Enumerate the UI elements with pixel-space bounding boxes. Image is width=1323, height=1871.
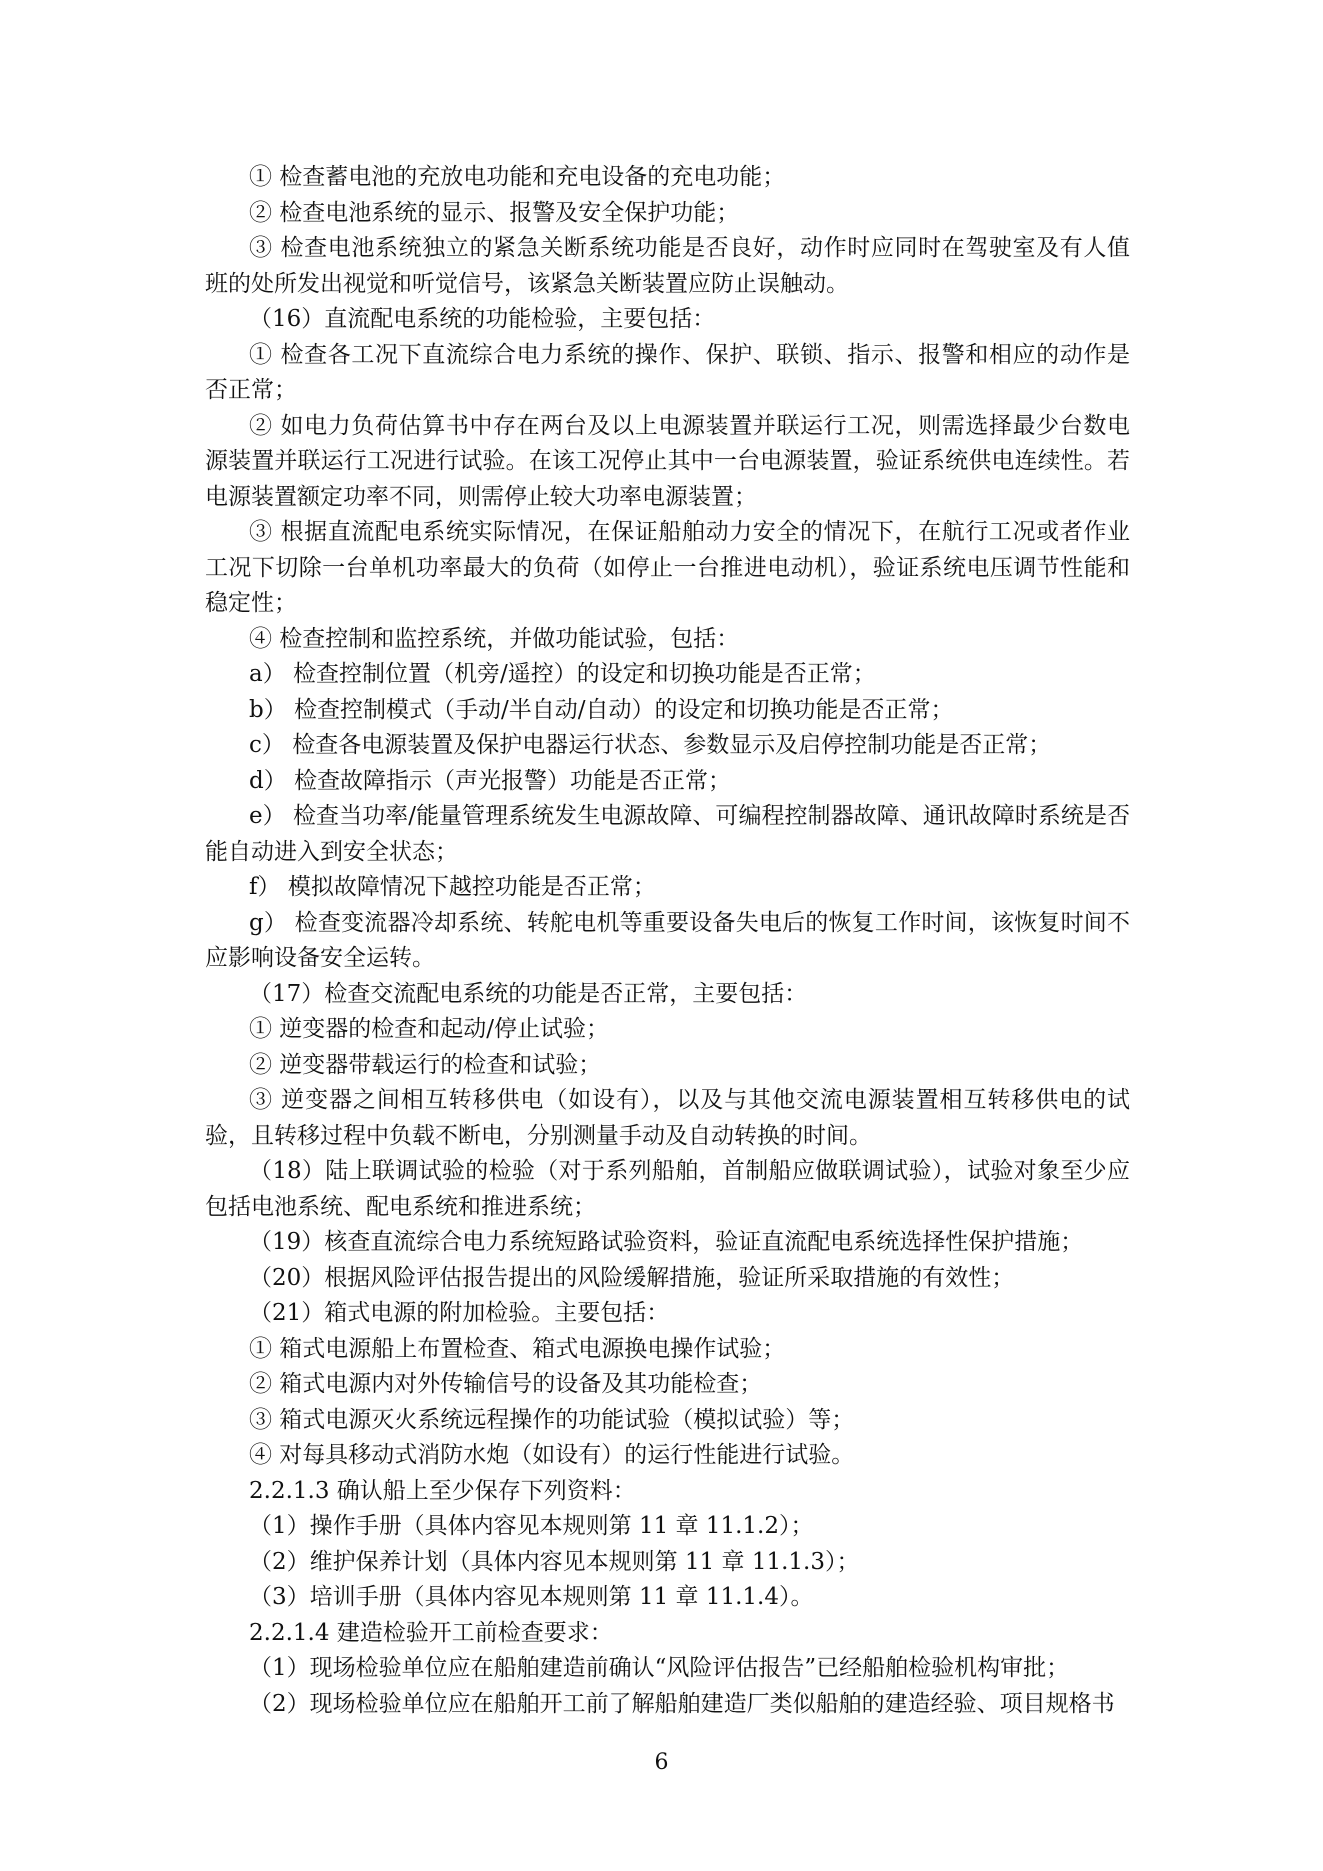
paragraph: （2）维护保养计划（具体内容见本规则第 11 章 11.1.3）；: [249, 1548, 860, 1575]
paragraph: ② 逆变器带载运行的检查和试验；: [249, 1051, 602, 1078]
paragraph: ① 逆变器的检查和起动/停止试验；: [249, 1016, 610, 1042]
page-number: 6: [654, 1750, 669, 1775]
paragraph: ③ 箱式电源灭火系统远程操作的功能试验（模拟试验）等；: [249, 1406, 855, 1433]
paragraph: 2.2.1.3 确认船上至少保存下列资料：: [249, 1477, 636, 1504]
paragraph: ④ 检查控制和监控系统，并做功能试验，包括：: [249, 625, 740, 652]
body-text: [205, 160, 1130, 1722]
paragraph: （21）箱式电源的附加检验。主要包括：: [249, 1300, 670, 1326]
paragraph: ② 如电力负荷估算书中存在两台及以上电源装置并联运行工况，则需选择最少台数电源装置并联运行工况进行试验。在该工况停止其中一台电源装置，验证系统供电连续性。若电源装置额定功率不同，则需停止较大功率电源装置；: [205, 412, 1130, 510]
paragraph: ① 箱式电源船上布置检查、箱式电源换电操作试验；: [249, 1335, 786, 1362]
paragraph: ① 检查蓄电池的充放电功能和充电设备的充电功能；: [249, 164, 786, 190]
paragraph: f） 模拟故障情况下越控功能是否正常；: [249, 874, 656, 900]
paragraph: （17）检查交流配电系统的功能是否正常，主要包括：: [249, 980, 808, 1007]
paragraph: d） 检查故障指示（声光报警）功能是否正常；: [249, 767, 732, 794]
paragraph: ② 检查电池系统的显示、报警及安全保护功能；: [249, 199, 740, 226]
paragraph: （16）直流配电系统的功能检验，主要包括：: [249, 306, 716, 332]
paragraph: ④ 对每具移动式消防水炮（如设有）的运行性能进行试验。: [249, 1442, 855, 1468]
paragraph: （18）陆上联调试验的检验（对于系列船舶，首制船应做联调试验），试验对象至少应包括电池系统、配电系统和推进系统；: [205, 1158, 1130, 1220]
paragraph: （1）现场检验单位应在船舶建造前确认“风险评估报告”已经船舶检验机构审批；: [249, 1655, 1070, 1681]
paragraph: b） 检查控制模式（手动/半自动/自动）的设定和切换功能是否正常；: [249, 696, 954, 723]
paragraph: g） 检查变流器冷却系统、转舵电机等重要设备失电后的恢复工作时间，该恢复时间不应影响设备安全运转。: [205, 909, 1130, 971]
paragraph: ② 箱式电源内对外传输信号的设备及其功能检查；: [249, 1371, 763, 1397]
paragraph: （20）根据风险评估报告提出的风险缓解措施，验证所采取措施的有效性；: [249, 1264, 1015, 1291]
paragraph: ③ 逆变器之间相互转移供电（如设有），以及与其他交流电源装置相互转移供电的试验，且转移过程中负载不断电，分别测量手动及自动转换的时间。: [205, 1087, 1130, 1149]
paragraph: ③ 检查电池系统独立的紧急关断系统功能是否良好，动作时应同时在驾驶室及有人值班的处所发出视觉和听觉信号，该紧急关断装置应防止误触动。: [205, 235, 1130, 297]
paragraph: ③ 根据直流配电系统实际情况，在保证船舶动力安全的情况下，在航行工况或者作业工况下切除一台单机功率最大的负荷（如停止一台推进电动机），验证系统电压调节性能和稳定性；: [205, 519, 1130, 616]
paragraph: 2.2.1.4 建造检验开工前检查要求：: [249, 1619, 613, 1646]
paragraph: （19）核查直流综合电力系统短路试验资料，验证直流配电系统选择性保护措施；: [249, 1229, 1084, 1255]
paragraph: c） 检查各电源装置及保护电器运行状态、参数显示及启停控制功能是否正常；: [249, 732, 1052, 758]
paragraph: （3）培训手册（具体内容见本规则第 11 章 11.1.4）。: [249, 1584, 814, 1610]
paragraph: e） 检查当功率/能量管理系统发生电源故障、可编程控制器故障、通讯故障时系统是否能自动进入到安全状态；: [205, 803, 1130, 865]
paragraph: ① 检查各工况下直流综合电力系统的操作、保护、联锁、指示、报警和相应的动作是否正常；: [205, 341, 1130, 403]
paragraph: （1）操作手册（具体内容见本规则第 11 章 11.1.2）；: [249, 1513, 814, 1539]
paragraph: a） 检查控制位置（机旁/遥控）的设定和切换功能是否正常；: [249, 661, 876, 687]
paragraph: （2）现场检验单位应在船舶开工前了解船舶建造厂类似船舶的建造经验、项目规格书: [249, 1690, 1115, 1717]
